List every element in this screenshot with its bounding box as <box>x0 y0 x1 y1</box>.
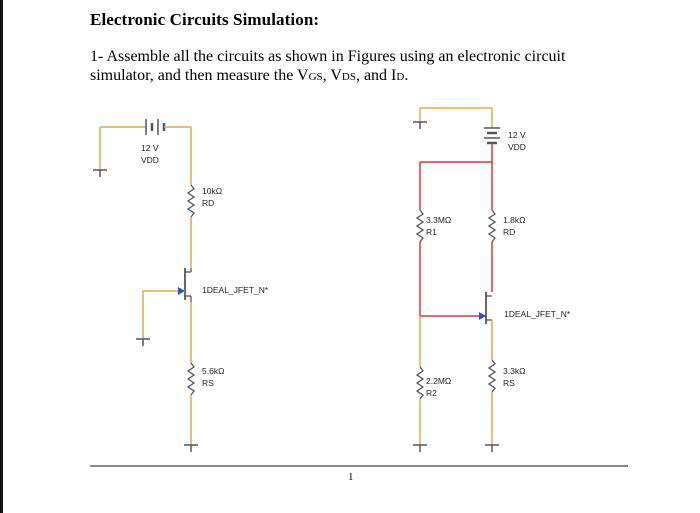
r1-value: 3.3MΩ <box>426 215 452 225</box>
battery-icon <box>484 128 500 143</box>
rd2-value: 1.8kΩ <box>503 215 526 225</box>
rs2-name: RS <box>503 378 515 388</box>
rd1-value: 10kΩ <box>202 186 223 196</box>
resistor-rd1-icon <box>188 185 194 217</box>
rs1-name: RS <box>202 378 214 388</box>
ground-icon <box>184 445 198 452</box>
circuit-2 <box>413 108 571 452</box>
footer-rule <box>90 465 628 467</box>
jfet-2-icon <box>479 292 492 324</box>
vdd1-value: 12 V <box>141 143 159 153</box>
circuit-1 <box>93 119 269 452</box>
instruction-line-2: simulator, and then measure the VGS, VDS, and ID. <box>90 67 409 84</box>
ground-icon <box>413 445 427 452</box>
ground-icon <box>136 339 150 346</box>
resistor-r1-icon <box>417 210 423 242</box>
r1-name: R1 <box>426 227 437 237</box>
instruction-line-1: 1- Assemble all the circuits as shown in Figures using an electronic circuit <box>90 48 566 65</box>
rs1-value: 5.6kΩ <box>202 366 225 376</box>
resistor-rs2-icon <box>489 360 495 392</box>
ground-icon <box>413 122 427 129</box>
r2-name: R2 <box>426 388 437 398</box>
vdd1-name: VDD <box>141 155 159 165</box>
vdd2-value: 12 V <box>508 130 526 140</box>
resistor-r2-icon <box>417 367 423 399</box>
r2-value: 2.2MΩ <box>426 376 452 386</box>
page-title: Electronic Circuits Simulation: <box>90 10 320 29</box>
ground-icon <box>93 170 107 177</box>
resistor-rs1-icon <box>188 363 194 395</box>
rs2-value: 3.3kΩ <box>503 366 526 376</box>
jfet-1-icon <box>143 268 191 302</box>
vdd2-name: VDD <box>508 142 526 152</box>
resistor-rd2-icon <box>489 210 495 242</box>
ground-icon <box>485 445 499 452</box>
rd1-name: RD <box>202 198 215 208</box>
rd2-name: RD <box>503 227 516 237</box>
jfet1-label: 1DEAL_JFET_N* <box>202 285 269 295</box>
page-number: 1 <box>348 471 354 483</box>
battery-icon <box>100 119 191 135</box>
jfet2-label: 1DEAL_JFET_N* <box>504 309 571 319</box>
